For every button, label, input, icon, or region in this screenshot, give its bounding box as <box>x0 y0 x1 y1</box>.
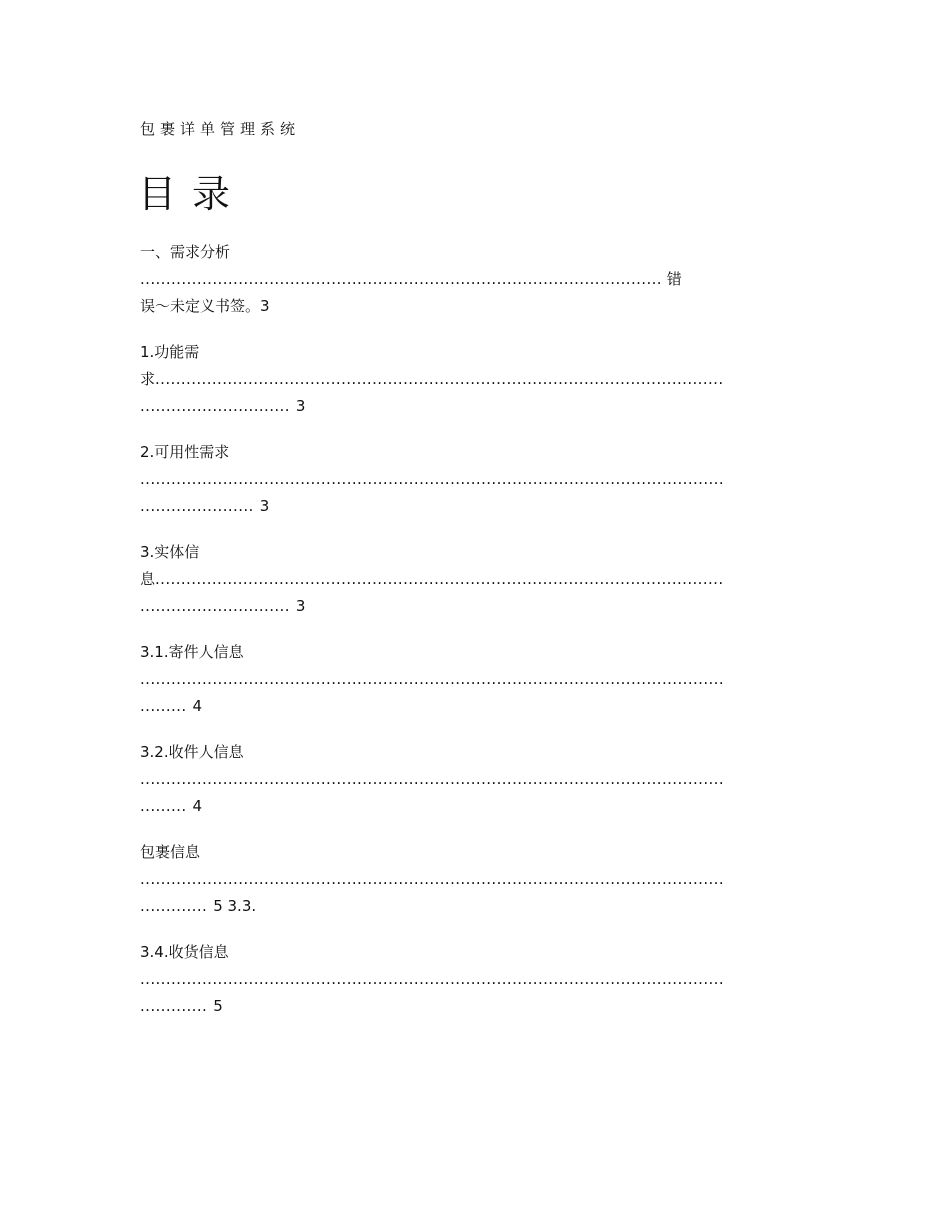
dot-leader: ...................... <box>140 497 254 515</box>
toc-entry-page-line <box>140 393 810 420</box>
dot-leader: ......... <box>140 697 187 715</box>
page-number: 3 <box>295 597 306 615</box>
dot-leader: ................................................................................................................. <box>140 670 724 688</box>
dot-leader: ..................................................................................................... <box>140 270 662 288</box>
dot-leader: ............................. <box>140 597 290 615</box>
toc-entry-title: 2.可用性需求 <box>140 443 230 461</box>
toc-entry-leader-line <box>140 766 810 793</box>
toc-entry-page-line <box>140 293 810 320</box>
toc-entry-leader-line <box>140 366 810 393</box>
dot-leader: .............................................................................................................. <box>155 370 724 388</box>
toc-entry[interactable] <box>140 439 810 520</box>
toc-entry-leader-line <box>140 666 810 693</box>
page-number: 3 <box>259 497 270 515</box>
toc-entry-title: 1.功能需 <box>140 343 200 361</box>
toc-entry[interactable] <box>140 839 810 920</box>
toc-entry-title-continued: 求 <box>140 370 156 388</box>
dot-leader: ................................................................................................................. <box>140 770 724 788</box>
toc-entry-leader-line <box>140 966 810 993</box>
dot-leader: ............................. <box>140 397 290 415</box>
dot-leader: ......... <box>140 797 187 815</box>
toc-entry-page-line <box>140 993 810 1020</box>
toc-entry-page-line <box>140 593 810 620</box>
toc-entry-leader-line <box>140 566 810 593</box>
page-number: 3 <box>260 297 270 315</box>
toc-entry-title: 3.1.寄件人信息 <box>140 643 244 661</box>
dot-leader: .............................................................................................................. <box>155 570 724 588</box>
toc-list <box>140 239 810 1039</box>
toc-entry-title: 包裹信息 <box>140 843 201 861</box>
toc-entry-leader-line <box>140 266 810 293</box>
dot-leader: ................................................................................................................. <box>140 470 724 488</box>
page-number: 4 <box>192 797 203 815</box>
toc-entry-title-continued: 息 <box>140 570 156 588</box>
dot-leader: ................................................................................................................. <box>140 970 724 988</box>
toc-entry-title: 3.4.收货信息 <box>140 943 229 961</box>
toc-entry[interactable] <box>140 539 810 620</box>
page-number: 3 <box>295 397 306 415</box>
document-title: 包裹详单管理系统 <box>140 120 301 138</box>
dot-leader: ............. <box>140 897 208 915</box>
toc-heading: 目录 <box>138 172 247 216</box>
toc-entry-tail-text: 错 <box>666 270 682 288</box>
dot-leader: ................................................................................................................. <box>140 870 724 888</box>
toc-entry[interactable] <box>140 939 810 1020</box>
toc-entry-page-line <box>140 493 810 520</box>
page-number: 4 <box>192 697 203 715</box>
toc-entry-page-line <box>140 693 810 720</box>
toc-entry[interactable] <box>140 739 810 820</box>
toc-entry-title: 3.2.收件人信息 <box>140 743 244 761</box>
dot-leader: ............. <box>140 997 208 1015</box>
toc-entry-suffix-text: 3.3. <box>227 897 257 915</box>
toc-entry-page-line <box>140 893 810 920</box>
toc-entry[interactable] <box>140 639 810 720</box>
page-number: 5 <box>213 997 223 1015</box>
toc-entry-title: 3.实体信 <box>140 543 200 561</box>
toc-entry-leader-line <box>140 466 810 493</box>
toc-entry-title: 一、需求分析 <box>140 243 231 261</box>
toc-entry[interactable] <box>140 339 810 420</box>
toc-entry[interactable] <box>140 239 810 320</box>
toc-entry-prefix-text: 误～未定义书签。 <box>140 297 261 315</box>
page-number: 5 <box>213 897 223 915</box>
toc-entry-page-line <box>140 793 810 820</box>
toc-entry-leader-line <box>140 866 810 893</box>
